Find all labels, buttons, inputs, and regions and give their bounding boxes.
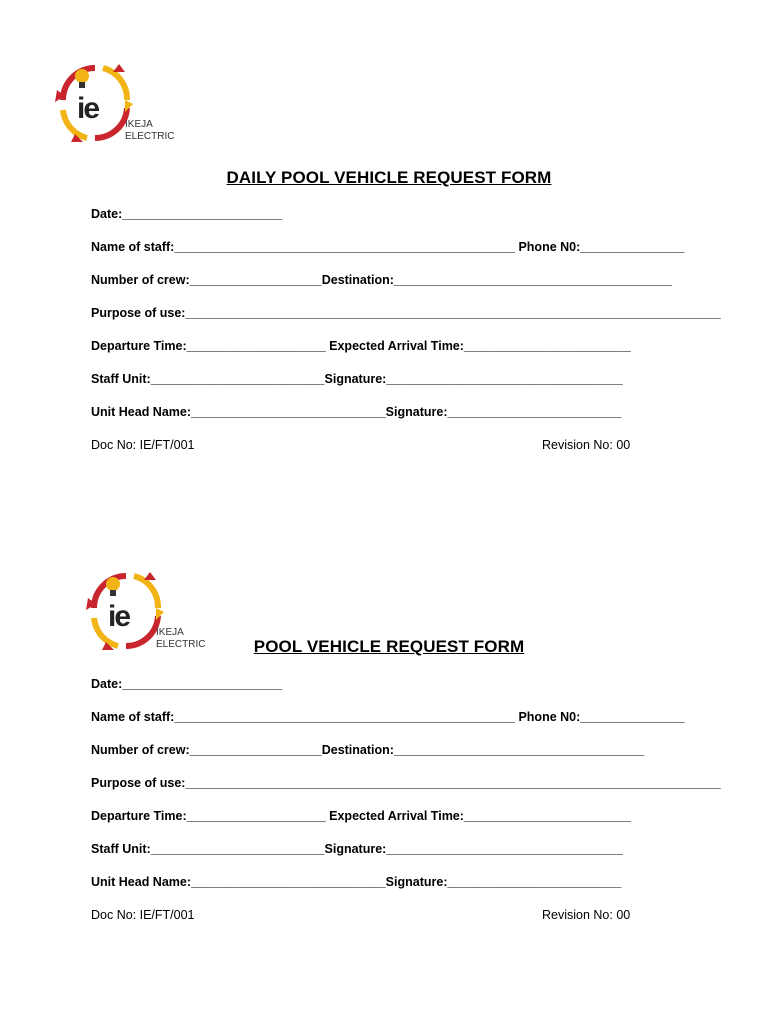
- crew-destination-field[interactable]: Number of crew:___________________Destination:____________________________________: [91, 743, 645, 757]
- date-field[interactable]: Date:_______________________: [91, 677, 283, 691]
- name-phone-field[interactable]: Name of staff:_________________________________________________ Phone N0:_______________: [91, 240, 685, 254]
- purpose-field[interactable]: Purpose of use:_____________________________________________________________________________: [91, 776, 721, 790]
- staff-unit-signature-field[interactable]: Staff Unit:_________________________Signature:__________________________________: [91, 372, 623, 386]
- logo-name-line1: IKEJA: [125, 119, 153, 130]
- unit-head-signature-field[interactable]: Unit Head Name:____________________________Signature:_________________________: [91, 875, 622, 889]
- logo-mark: ie: [108, 600, 130, 633]
- bulb-icon: [75, 69, 89, 83]
- doc-number: Doc No: IE/FT/001: [91, 908, 195, 922]
- logo-name-line1: IKEJA: [156, 627, 184, 638]
- purpose-field[interactable]: Purpose of use:_____________________________________________________________________________: [91, 306, 721, 320]
- doc-number: Doc No: IE/FT/001: [91, 438, 195, 452]
- revision-number: Revision No: 00: [542, 438, 631, 452]
- logo-mark: ie: [77, 92, 99, 125]
- unit-head-signature-field[interactable]: Unit Head Name:____________________________Signature:_________________________: [91, 405, 622, 419]
- departure-arrival-field[interactable]: Departure Time:____________________ Expected Arrival Time:________________________: [91, 809, 631, 823]
- bulb-icon: [106, 577, 120, 591]
- ikeja-electric-logo: [55, 60, 180, 148]
- form-title: POOL VEHICLE REQUEST FORM: [253, 637, 525, 656]
- logo-name-line2: ELECTRIC: [125, 131, 175, 142]
- name-phone-field[interactable]: Name of staff:_________________________________________________ Phone N0:_______________: [91, 710, 685, 724]
- form-title: DAILY POOL VEHICLE REQUEST FORM: [226, 168, 552, 187]
- revision-number: Revision No: 00: [542, 908, 631, 922]
- form-pool-vehicle: [0, 512, 768, 1024]
- staff-unit-signature-field[interactable]: Staff Unit:_________________________Signature:__________________________________: [91, 842, 623, 856]
- departure-arrival-field[interactable]: Departure Time:____________________ Expected Arrival Time:________________________: [91, 339, 631, 353]
- crew-destination-field[interactable]: Number of crew:___________________Destination:________________________________________: [91, 273, 673, 287]
- date-field[interactable]: Date:_______________________: [91, 207, 283, 221]
- logo-name-line2: ELECTRIC: [156, 639, 206, 650]
